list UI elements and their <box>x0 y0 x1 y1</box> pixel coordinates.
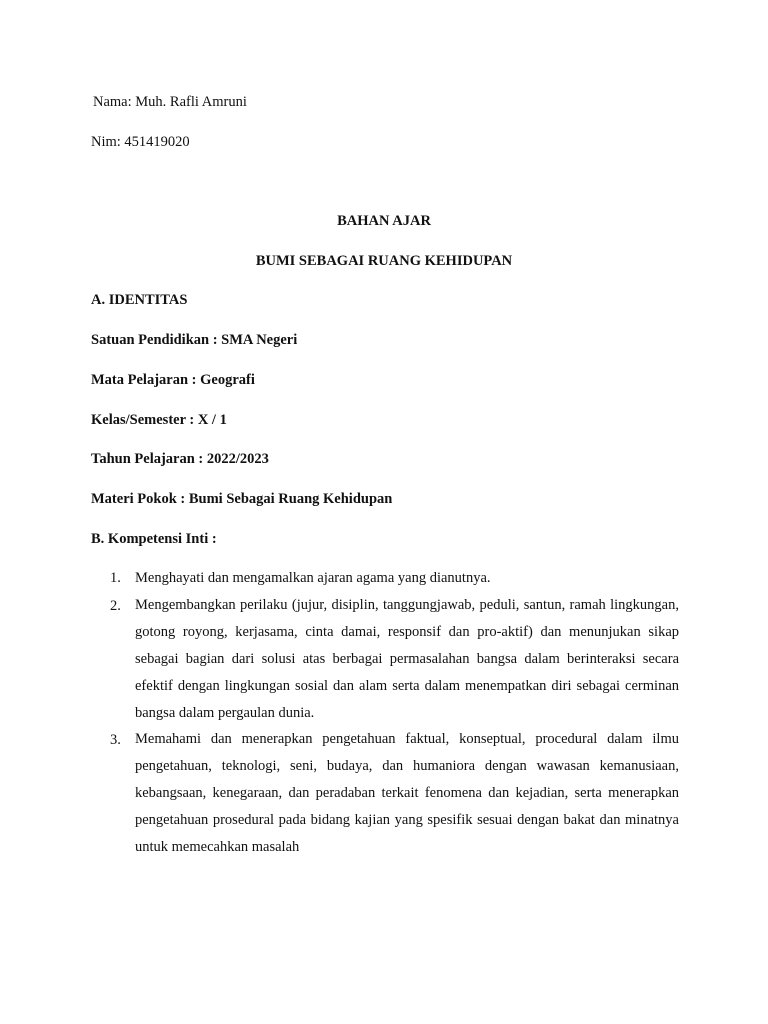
list-item-number: 1. <box>110 570 121 586</box>
identitas-satuan-pendidikan: Satuan Pendidikan : SMA Negeri <box>91 332 298 348</box>
list-item-text: Mengembangkan perilaku (jujur, disiplin, tanggungjawab, peduli, santun, ramah lingkungan, gotong royong, kerjasama, cinta damai, responsif dan pro-aktif) dan menunjukan sikap sebagai bagian dari solusi atas berbagai permasalahan bangsa dalam berinteraksi secara efektif dengan lingkungan sosial dan alam serta dalam menempatkan diri sebagai cerminan bangsa dalam pergaulan dunia. <box>135 597 679 721</box>
section-a-heading: A. IDENTITAS <box>91 292 188 308</box>
identitas-materi-pokok: Materi Pokok : Bumi Sebagai Ruang Kehidupan <box>91 491 393 507</box>
identitas-tahun-pelajaran: Tahun Pelajaran : 2022/2023 <box>91 451 269 467</box>
section-b-heading: B. Kompetensi Inti : <box>91 531 217 547</box>
list-item-text: Menghayati dan mengamalkan ajaran agama yang dianutnya. <box>135 570 491 586</box>
identitas-kelas-semester: Kelas/Semester : X / 1 <box>91 412 227 428</box>
document-title: BAHAN AJAR <box>337 213 431 229</box>
list-item-text: Memahami dan menerapkan pengetahuan faktual, konseptual, procedural dalam ilmu pengetahuan, teknologi, seni, budaya, dan humaniora dengan wawasan kemanusiaan, kebangsaan, kenegaraan, dan peradaban terkait fenomena dan kejadian, serta menerapkan pengetahuan prosedural pada bidang kajian yang spesifik sesuai dengan bakat dan minatnya untuk memecahkan masalah <box>135 731 679 855</box>
identitas-mata-pelajaran: Mata Pelajaran : Geografi <box>91 372 255 388</box>
student-nim: Nim: 451419020 <box>91 134 190 150</box>
list-item-number: 2. <box>110 598 121 614</box>
list-item-number: 3. <box>110 732 121 748</box>
student-name: Nama: Muh. Rafli Amruni <box>93 94 247 110</box>
document-subtitle: BUMI SEBAGAI RUANG KEHIDUPAN <box>255 253 513 269</box>
